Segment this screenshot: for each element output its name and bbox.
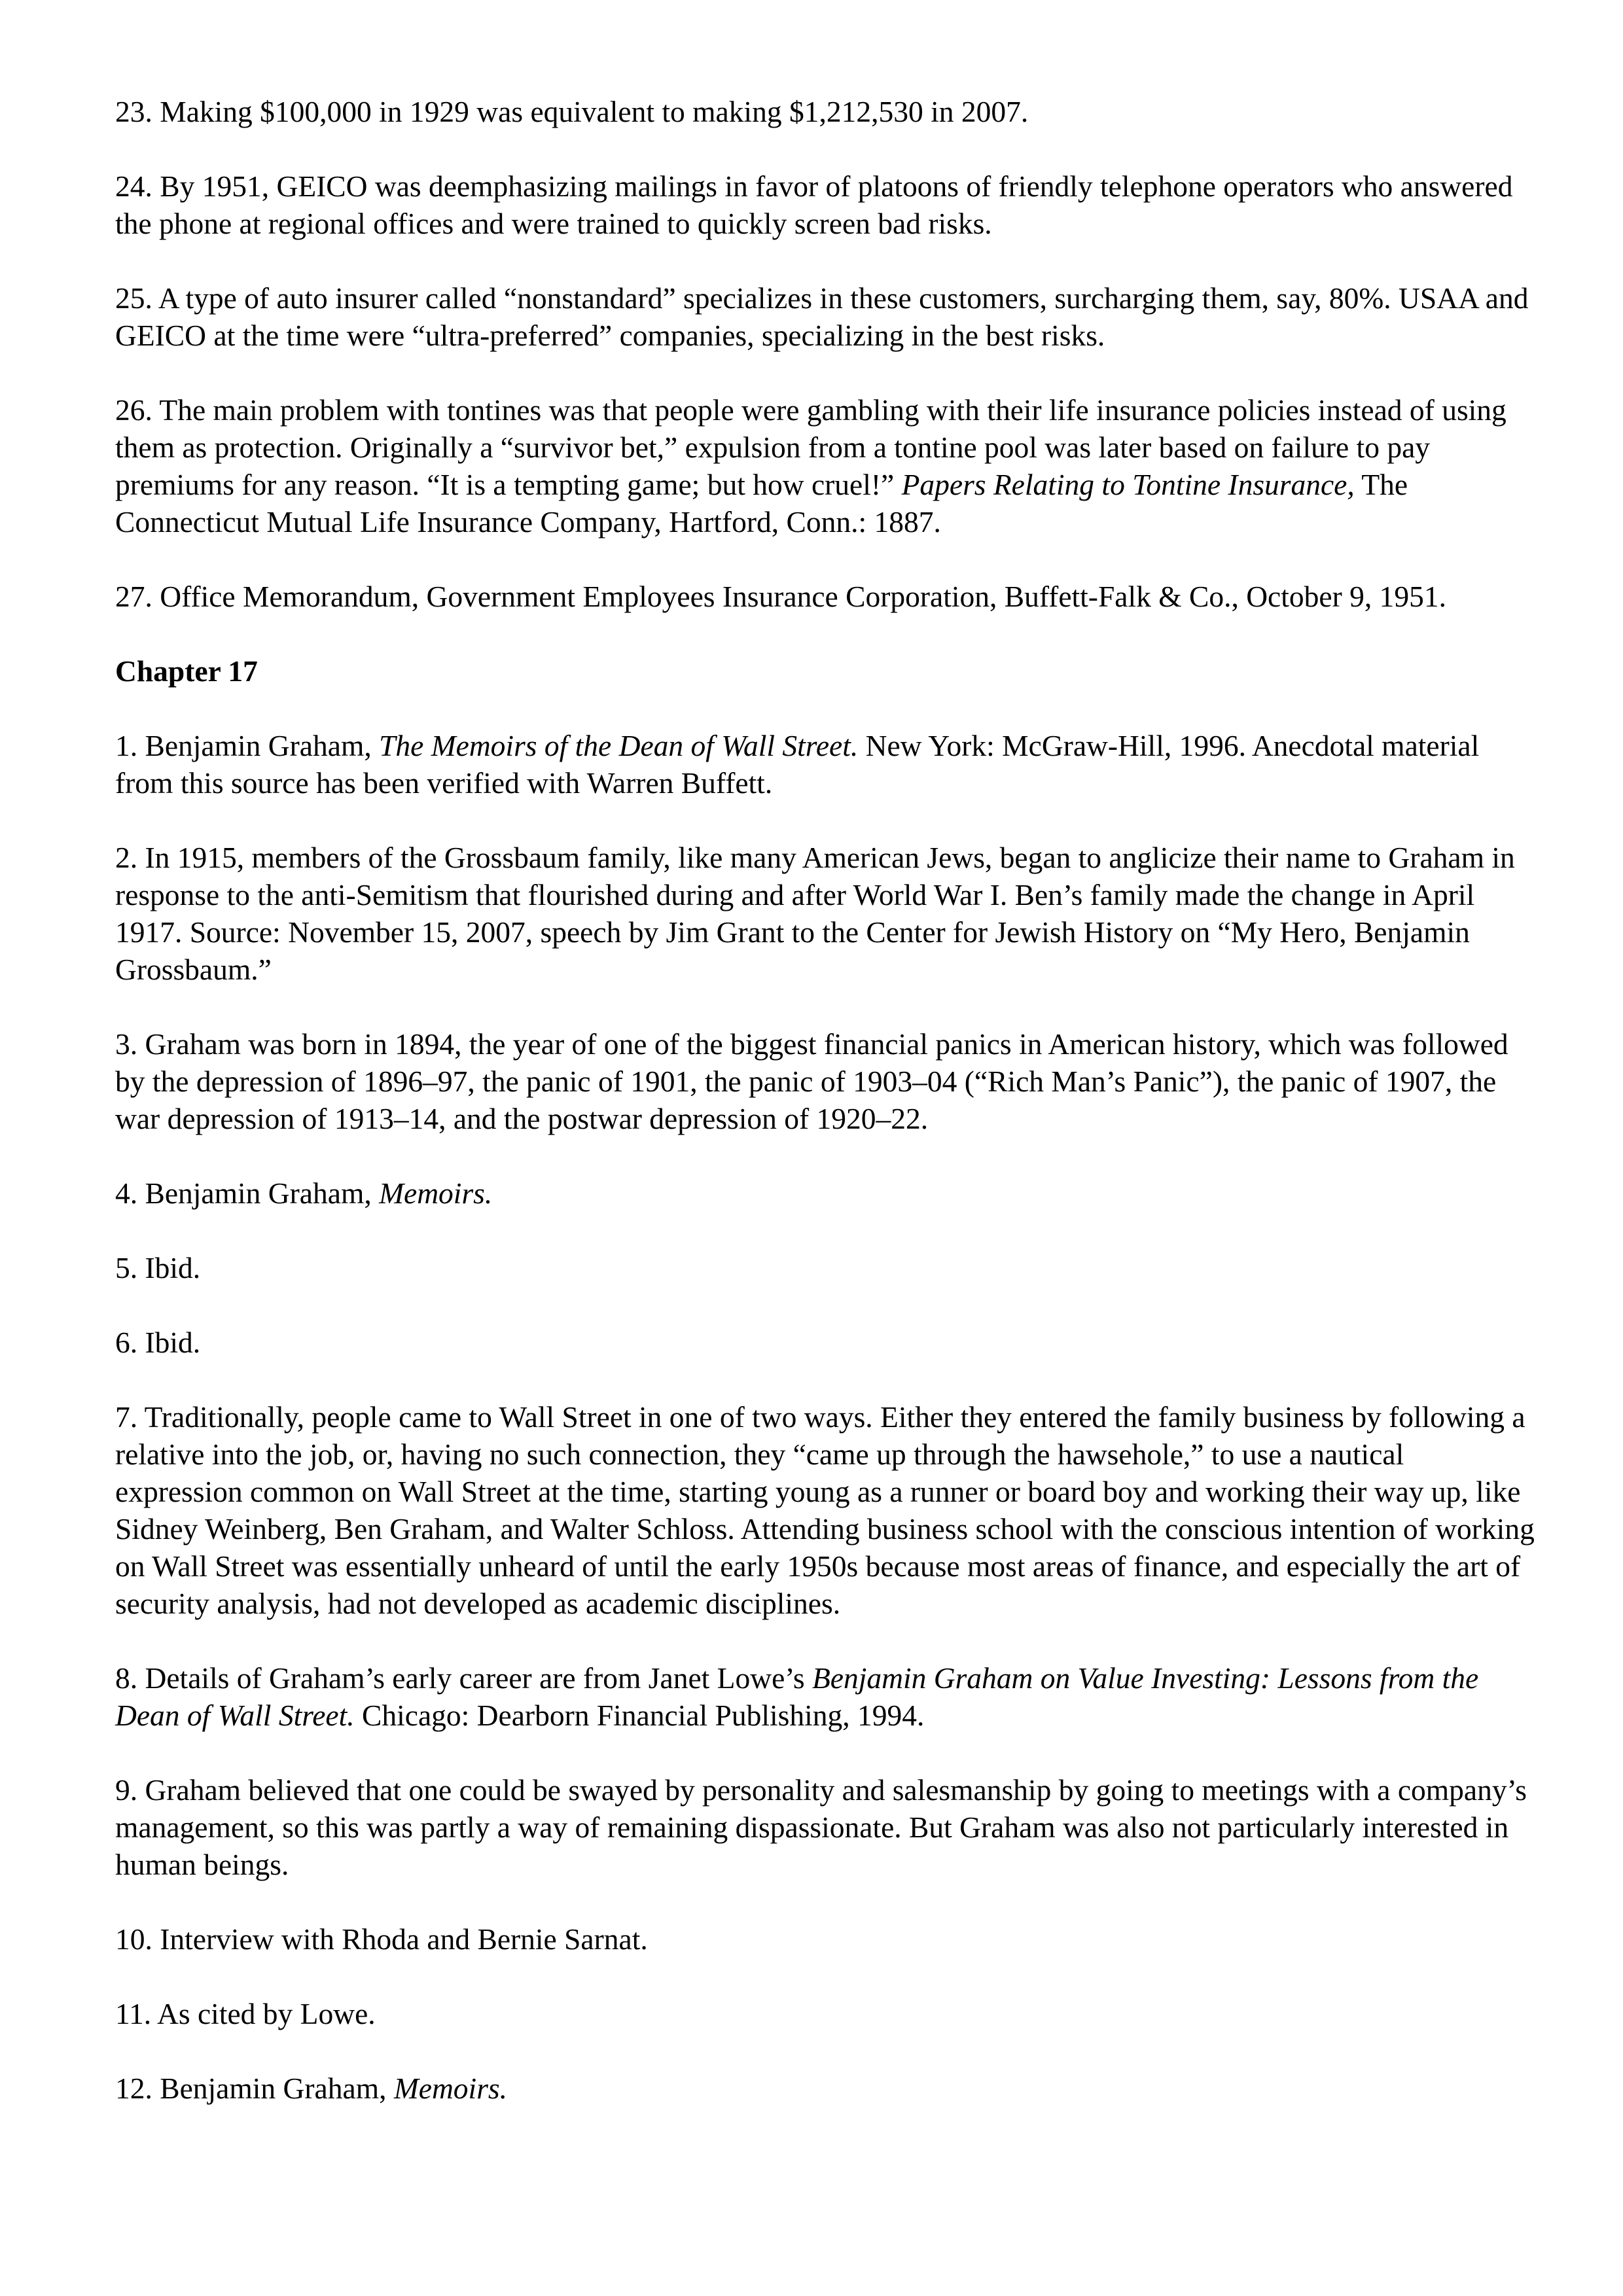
italic-citation: Memoirs. [393,2072,507,2105]
endnote [115,1398,1535,1622]
endnote-text: 26. The main problem with tontines was that people were gambling with their life insurance policies instead of using them as protection. Originally a “survivor bet,” expulsion from a tontine pool was later based on failure to pay premiums for any reason. “It is a tempting game; but how cruel!” [115,393,1507,501]
endnote [115,2070,1535,2107]
italic-citation: The Memoirs of the Dean of Wall Street. [379,729,859,762]
endnote [115,839,1535,988]
endnote-text: New York: McGraw-Hill, 1996. Anecdotal material from this source has been verified with Warren Buffett. [115,729,1480,800]
endnote-text: The Connecticut Mutual Life Insurance Company, Hartford, Conn.: 1887. [115,468,1408,539]
endnote [115,578,1535,615]
endnote-text: 10. Interview with Rhoda and Bernie Sarnat. [115,1922,648,1956]
endnote-text: 23. Making $100,000 in 1929 was equivalent to making $1,212,530 in 2007. [115,95,1029,128]
endnote [115,1771,1535,1883]
endnote-text: Chicago: Dearborn Financial Publishing, 1994. [354,1699,925,1732]
endnote [115,1025,1535,1137]
endnote-text: 4. Benjamin Graham, [115,1176,380,1210]
endnotes-list [115,93,1535,2107]
italic-citation: Benjamin Graham on Value Investing: Lessons from the Dean of Wall Street. [115,1661,1479,1732]
endnote [115,1174,1535,1212]
italic-citation: Papers Relating to Tontine Insurance, [901,468,1355,501]
endnote [115,93,1535,130]
endnote-text: 27. Office Memorandum, Government Employees Insurance Corporation, Buffett-Falk & Co., October 9, 1951. [115,580,1446,613]
endnote-text: 25. A type of auto insurer called “nonstandard” specializes in these customers, surcharging them, say, 80%. USAA and GEICO at the time were “ultra-preferred” companies, specializing in the best risks. [115,281,1529,352]
endnote-text: 7. Traditionally, people came to Wall Street in one of two ways. Either they entered the family business by following a relative into the job, or, having no such connection, they “came up through the hawsehole,” to use a nautical expression common on Wall Street at the time, starting young as a runner or board boy and working their way up, like Sidney Weinberg, Ben Graham, and Walter Schloss. Attending business school with the conscious intention of working on Wall Street was essentially unheard of until the early 1950s because most areas of finance, and especially the art of security analysis, had not developed as academic disciplines. [115,1400,1535,1620]
endnote [115,1920,1535,1958]
endnote [115,168,1535,242]
endnotes-page [115,93,1535,2144]
endnote [115,1324,1535,1361]
endnote [115,727,1535,802]
endnote-text: 24. By 1951, GEICO was deemphasizing mailings in favor of platoons of friendly telephone operators who answered the phone at regional offices and were trained to quickly screen bad risks. [115,169,1513,240]
endnote-text: 12. Benjamin Graham, [115,2072,394,2105]
endnote-text: Chapter 17 [115,654,258,688]
endnote [115,1249,1535,1286]
endnote-text: 6. Ibid. [115,1326,201,1359]
endnote [115,391,1535,540]
endnote-text: 1. Benjamin Graham, [115,729,380,762]
endnote [115,1995,1535,2032]
endnote-text: 9. Graham believed that one could be swayed by personality and salesmanship by going to meetings with a company’s management, so this was partly a way of remaining dispassionate. But Graham was also not particularly interested in human beings. [115,1773,1527,1881]
italic-citation: Memoirs. [379,1176,493,1210]
endnote [115,279,1535,354]
endnote-text: 8. Details of Graham’s early career are from Janet Lowe’s [115,1661,812,1695]
endnote [115,1659,1535,1734]
endnote-text: 11. As cited by Lowe. [115,1997,376,2030]
endnote-text: 2. In 1915, members of the Grossbaum family, like many American Jews, began to anglicize their name to Graham in response to the anti-Semitism that flourished during and after World War I. Ben’s family made the change in April 1917. Source: November 15, 2007, speech by Jim Grant to the Center for Jewish History on “My Hero, Benjamin Grossbaum.” [115,841,1515,986]
endnote-text: 5. Ibid. [115,1251,201,1284]
chapter-heading [115,652,1535,690]
endnote-text: 3. Graham was born in 1894, the year of one of the biggest financial panics in American history, which was followed by the depression of 1896–97, the panic of 1901, the panic of 1903–04 (“Rich Man’s Panic”), the panic of 1907, the war depression of 1913–14, and the postwar depression of 1920–22. [115,1027,1508,1135]
